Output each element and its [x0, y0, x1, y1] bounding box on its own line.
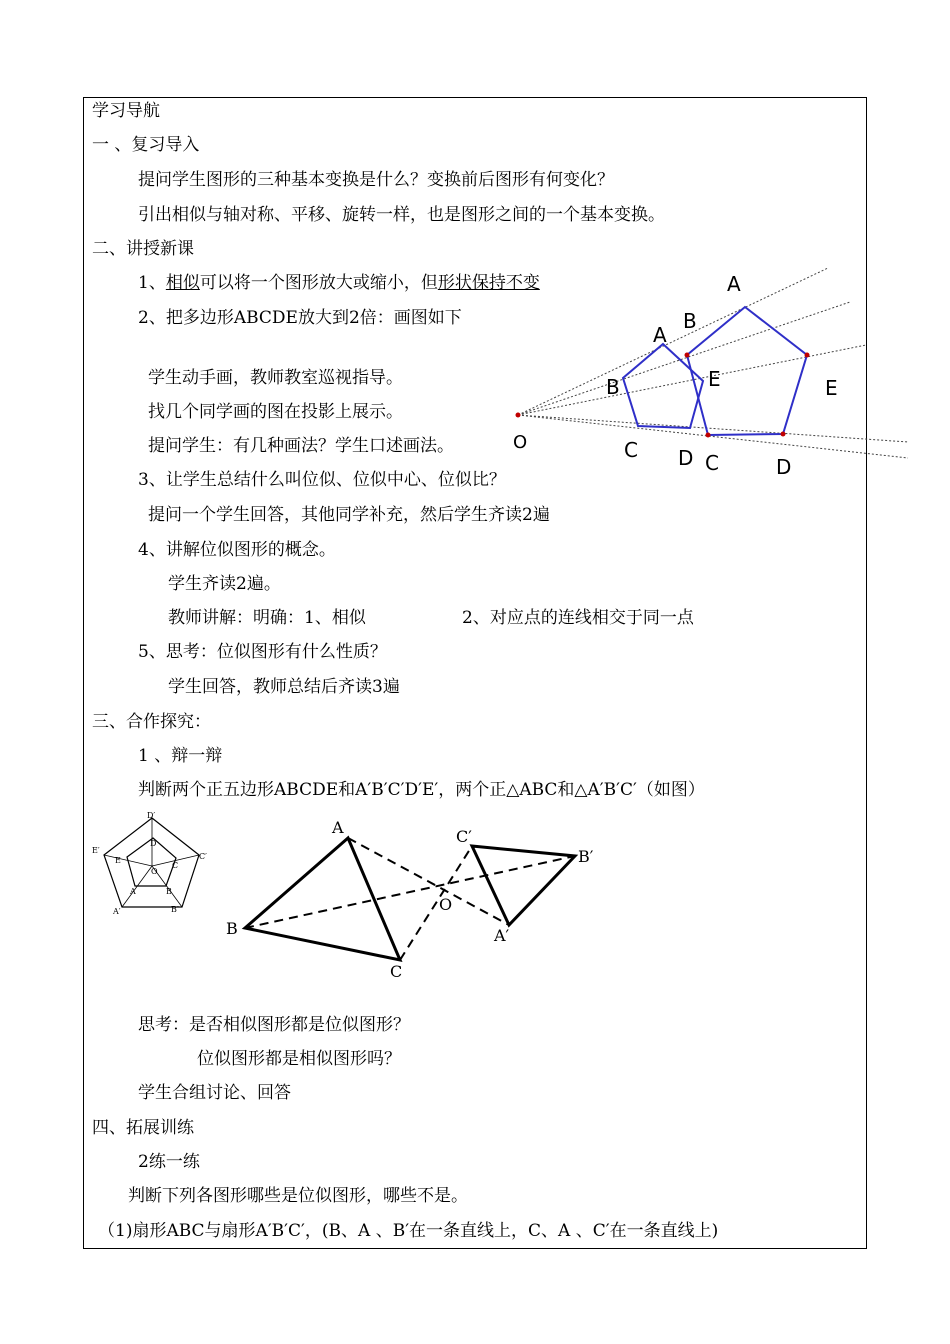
label-center-O: O: [513, 432, 528, 453]
label-A: A: [130, 887, 136, 896]
label-D: D: [150, 839, 157, 848]
text-line: 1 、辩一辩: [138, 746, 223, 766]
label-B: B: [226, 919, 238, 938]
text-line: 引出相似与轴对称、平移、旋转一样，也是图形之间的一个基本变换。: [138, 205, 665, 225]
label-B-prime: B′: [171, 905, 179, 914]
text-line: （1)扇形ABC与扇形A′B′C′，(B、A 、B′在一条直线上，C、A 、C′在一条直线上): [98, 1221, 719, 1241]
label-large-A: A: [727, 272, 741, 296]
heading-new-lesson: 二、讲授新课: [92, 239, 194, 259]
label-large-B: B: [683, 309, 697, 333]
label-C: C: [390, 962, 403, 981]
label-E: E: [115, 856, 121, 865]
text-line: 学生齐读2遍。: [168, 574, 281, 594]
text-line: 思考：是否相似图形都是位似图形？: [138, 1015, 410, 1035]
text-line: 学生动手画，教师教室巡视指导。: [148, 368, 403, 388]
label-B-prime: B′: [578, 847, 594, 866]
label-small-C: C: [624, 438, 638, 462]
label-C-prime: C′: [199, 852, 207, 861]
text-line: 5、思考：位似图形有什么性质？: [138, 642, 387, 662]
label-large-D: D: [776, 455, 792, 479]
text-line: 2练一练: [138, 1152, 200, 1172]
heading-extension: 四、拓展训练: [92, 1118, 194, 1138]
text-line: 提问学生图形的三种基本变换是什么？变换前后图形有何变化？: [138, 170, 614, 190]
label-small-D: D: [678, 446, 694, 470]
text-line: 提问学生：有几种画法？学生口述画法。: [148, 436, 454, 456]
label-C: C: [172, 861, 179, 870]
text-line: 2、把多边形ABCDE放大到2倍：画图如下: [138, 308, 462, 328]
label-A-prime: A′: [113, 907, 121, 916]
label-C-prime: C′: [456, 827, 472, 846]
label-O: O: [439, 895, 453, 914]
label-D-prime: D′: [147, 811, 156, 820]
label-large-E: E: [825, 376, 838, 400]
text-line: 位似图形都是相似图形吗？: [197, 1049, 401, 1069]
label-small-A: A: [653, 323, 667, 347]
text-line: 找几个同学画的图在投影上展示。: [148, 402, 403, 422]
text-line-teacher: 2、对应点的连线相交于同一点: [462, 608, 694, 628]
heading-review: 一 、复习导入: [92, 135, 200, 155]
label-E-prime: E′: [92, 846, 100, 855]
label-small-B: B: [606, 375, 620, 399]
section-title: 学习导航: [92, 101, 160, 121]
text-line-similarity: 1、相似可以将一个图形放大或缩小，但形状保持不变: [138, 273, 540, 293]
heading-cooperation: 三、合作探究：: [92, 712, 211, 732]
text-line: 3、让学生总结什么叫位似、位似中心、位似比？: [138, 470, 506, 490]
label-large-C: C: [705, 451, 719, 475]
text-line: 学生合组讨论、回答: [138, 1083, 291, 1103]
label-B: B: [166, 887, 172, 896]
label-A-prime: A′: [494, 926, 510, 945]
text-line: 判断两个正五边形ABCDE和A′B′C′D′E′，两个正△ABC和△A′B′C′（如图）: [138, 780, 705, 800]
label-O: O: [151, 867, 158, 876]
text-line: 4、讲解位似图形的概念。: [138, 540, 336, 560]
text-line: 提问一个学生回答，其他同学补充，然后学生齐读2遍: [148, 505, 550, 525]
label-A: A: [332, 818, 344, 837]
text-line: 学生回答，教师总结后齐读3遍: [168, 677, 400, 697]
label-small-E: E: [708, 367, 721, 391]
text-line-teacher: 教师讲解：明确：1、相似: [168, 608, 366, 628]
text-line: 判断下列各图形哪些是位似图形，哪些不是。: [128, 1186, 468, 1206]
